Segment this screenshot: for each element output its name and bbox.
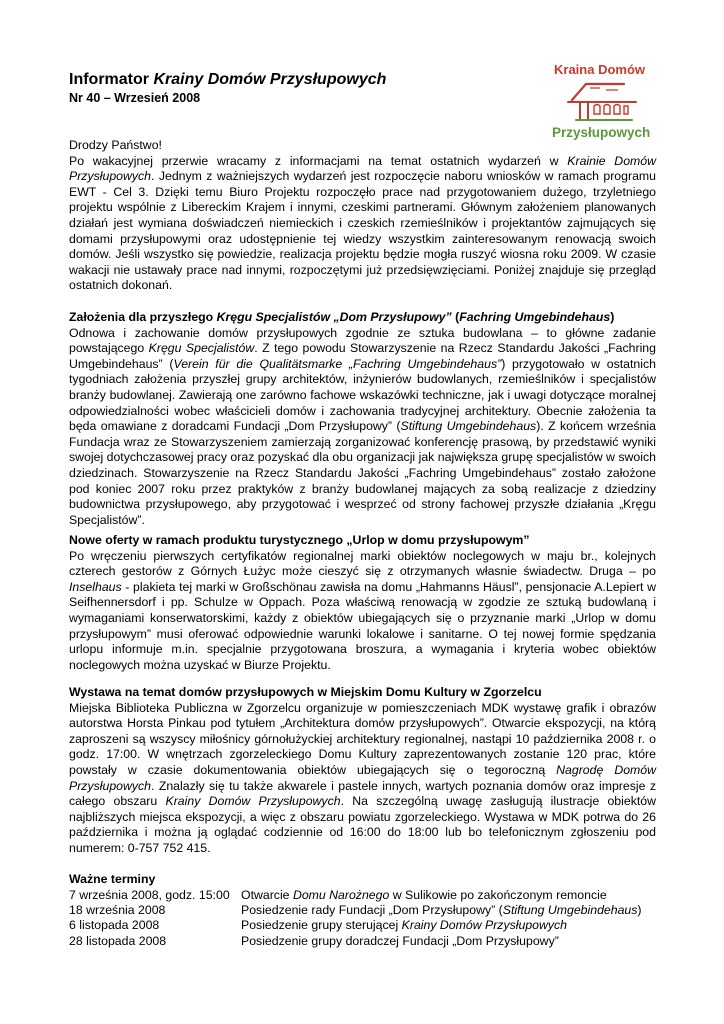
intro-paragraph: Po wakacyjnej przerwie wracamy z informacjami na temat ostatnich wydarzeń w Krainie Domów Przysłupowych. Jednym z ważniejszych wydarzeń jest rozpoczęcie naboru wniosków w ramach programu EWT - Cel 3. Dzięki temu Biuro Projektu rozpoczęło prace nad przygotowaniem dużego, trzyletniego projektu wspólnie z Libereckim Krajem i innymi, czeskimi partnerami. Głównym założeniem planowanych działań jest wymiana doświadczeń niemieckich i czeskich rzemieślników i projektantów zajmujących się domami przysłupowymi oraz udostępnienie tej wiedzy wszystkim zainteresowanym renowacją swoich domów. Jeśli wszystko się powiedzie, realizacja projektu będzie mogła ruszyć wiosna roku 2009. W czasie wakacji nie ustawały prace nad innymi, rozpoczętymi już przedsięwzięciami. Poniżej znajduje się przegląd ostatnich dokonań. bbox=[69, 153, 656, 293]
title-plain: Informator bbox=[69, 71, 154, 88]
section-heading: Wystawa na temat domów przysłupowych w Miejskim Domu Kultury w Zgorzelcu bbox=[69, 685, 542, 699]
date-row: 28 listopada 2008 Posiedzenie grupy doradczej Fundacji „Dom Przysłupowy” bbox=[69, 933, 559, 948]
section-wystawa bbox=[69, 685, 656, 857]
logo bbox=[548, 62, 660, 146]
issue-number: Nr 40 – Wrzesień 2008 bbox=[69, 91, 201, 105]
logo-bottom-text: Przysłupowych bbox=[552, 125, 651, 140]
date-row: 6 listopada 2008 Posiedzenie grupy sterującej Krainy Domów Przysłupowych bbox=[69, 918, 568, 933]
section-body: Miejska Biblioteka Publiczna w Zgorzelcu organizuje w pomieszczeniach MDK wystawę grafik i obrazów autorstwa Horsta Pinkau pod tytułem „Architektura domów przysłupowych”. Otwarcie ekspozycji, na którą zaproszeni są wszyscy miłośnicy górnołużyckiej architektury regionalnej, nastąpi 10 października 2008 r. o godz. 17:00. W wnętrzach zgorzeleckiego Domu Kultury zaprezentowanych zostanie 120 prac, które powstały w czasie dokumentowania obiektów ubiegających się o tegoroczną Nagrodę Domów Przysłupowych. Znalazły się tu także akwarele i pastele innych, wartych poznania domów oraz impresje z całego obszaru Krainy Domów Przysłupowych. Na szczególną uwagę zasługują ilustracje obiektów najbliższych miejsca ekspozycji, a więc z obszaru powiatu zgorzeleckiego. Wystawa w MDK potrwa do 26 października i można ją oglądać codziennie od 16:00 do 18:00 lub bo telefonicznym zgłoszeniu pod numerem: 0-757 752 415. bbox=[69, 700, 656, 855]
title-italic: Krainy Domów Przysłupowych bbox=[153, 71, 387, 88]
section-heading: Założenia dla przyszłego Kręgu Specjalistów „Dom Przysłupowy” (Fachring Umgebindehaus) bbox=[69, 310, 615, 324]
date-row: 7 września 2008, godz. 15:00 Otwarcie Domu Narożnego w Sulikowie po zakończonym remoncie bbox=[69, 887, 607, 902]
page-title bbox=[69, 70, 386, 89]
section-fachring bbox=[69, 310, 656, 528]
dates-heading: Ważne terminy bbox=[69, 872, 156, 886]
section-urlop bbox=[69, 533, 656, 673]
section-heading: Nowe oferty w ramach produktu turystycznego „Urlop w domu przysłupowym” bbox=[69, 533, 530, 547]
house-logo-icon bbox=[566, 80, 638, 124]
date-row: 18 września 2008 Posiedzenie rady Fundacji „Dom Przysłupowy” (Stiftung Umgebindehaus) bbox=[69, 903, 642, 917]
intro bbox=[69, 138, 656, 294]
logo-top-text: Kraina Domów bbox=[554, 62, 646, 77]
section-body: Po wręczeniu pierwszych certyfikatów regionalnej marki obiektów noclegowych w maju br., kolejnych czterech gestorów z Górnych Łużyc może cieszyć się z otrzymanych własnie świadectw. Druga – po Inselhaus - plakieta tej marki w Großschönau zawisła na domu „Hahmanns Häusl”, pensjonacie A.Lepiert w Seifhennersdorf i pp. Schulze w Oppach. Poza właściwą renowacją w zgodzie ze sztuką budowlaną i wymaganiami konserwatorskimi, każdy z obiektów ubiegających się o przyznanie marki „Urlop w domu przysłupowym” musi oferować odpowiednie warunki lokalowe i sanitarne. O tej nowej formie spędzania urlopu informuje m.in. specjalnie przygotowana broszura, a wymagania i kryteria wobec obiektów noclegowych można uzyskać w Biurze Projektu. bbox=[69, 548, 656, 672]
section-body: Odnowa i zachowanie domów przysłupowych zgodnie ze sztuka budowlana – to główne zadanie powstającego Kręgu Specjalistów. Z tego powodu Stowarzyszenie na Rzecz Standardu Jakości „Fachring Umgebindehaus” (Verein für die Qualitätsmarke „Fachring Umgebindehaus”) przygotowało w ostatnich tygodniach założenia przyszłej grupy architektów, inżynierów budowlanych, rzemieślników i specjalistów branży budowlanej. Zawierają one zarówno fachowe wskazówki techniczne, jak i uwagi dotyczące moralnej odpowiedzialności wobec właścicieli domów i zachowania tradycyjnej architektury. Obecnie założenia ta będa omawiane z doradcami Fundacji „Dom Przysłupowy” (Stiftung Umgebindehaus). Z końcem września Fundacja wraz ze Stowarzyszeniem zamierzają zorganizować konferencję prasową, by przedstawić wyniki swojej dotychczasowej pracy oraz pozyskać dla obu organizacji jak największa grupę specjalistów w swoich dziedzinach. Stowarzyszenie na Rzecz Standardu Jakości „Fachring Umgebindehaus” zostało założone pod koniec 2007 roku przez praktyków z branży budowlanej mających za sobą realizacje z dziedziny budownictwa przysłupowego, aby przygotować i wesprzeć od strony fachowej przyszłe działania „Kręgu Specjalistów”. bbox=[69, 325, 656, 527]
greeting: Drodzy Państwo! bbox=[69, 138, 162, 152]
important-dates bbox=[69, 872, 656, 949]
